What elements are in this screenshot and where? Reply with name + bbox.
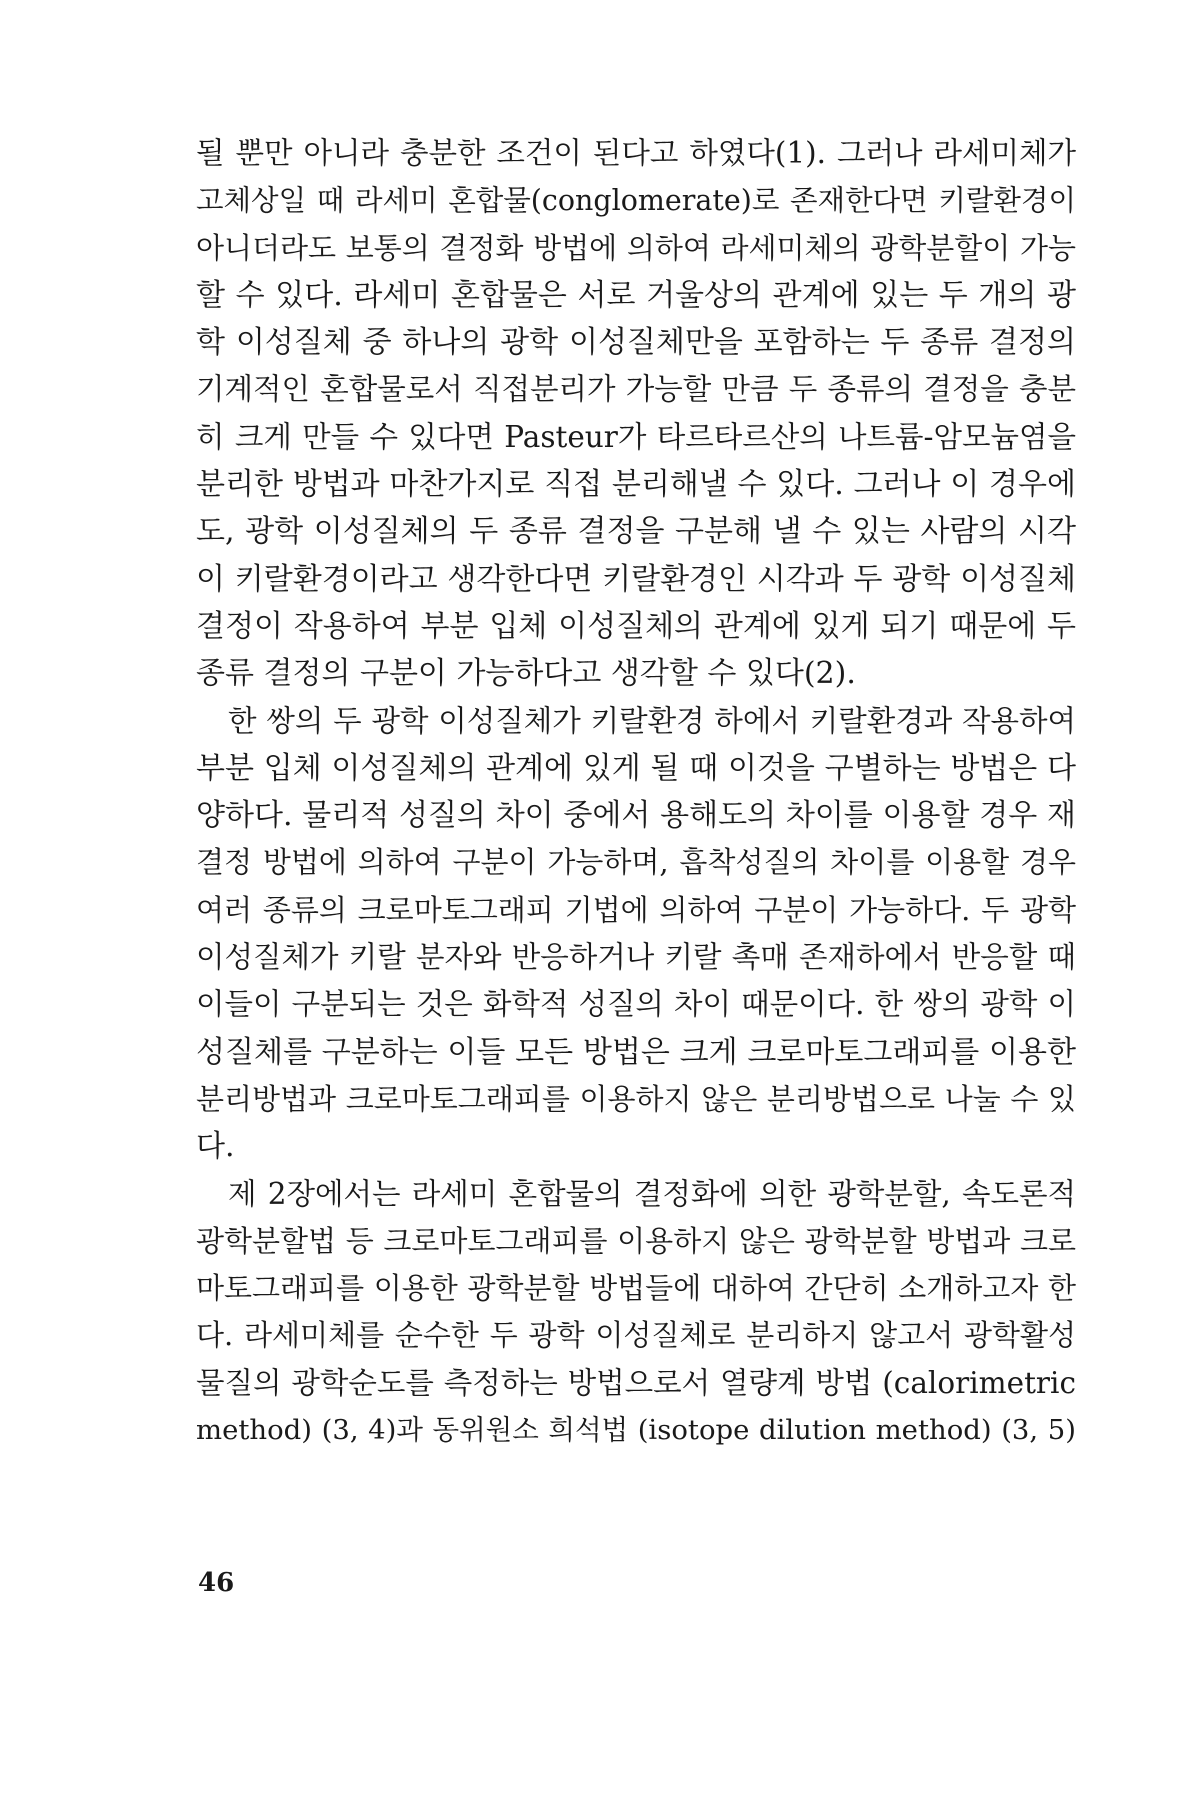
text-line: 이성질체가 키랄 분자와 반응하거나 키랄 촉매 존재하에서 반응할 때 [196,940,1076,975]
text-line: 학 이성질체 중 하나의 광학 이성질체만을 포함하는 두 종류 결정의 [196,325,1076,361]
text-line: 부분 입체 이성질체의 관계에 있게 될 때 이것을 구별하는 방법은 다 [196,750,1076,786]
text-line: 이 키랄환경이라고 생각한다면 키랄환경인 시각과 두 광학 이성질체 [196,561,1076,597]
page-number: 46 [198,1568,235,1598]
text-line: 여러 종류의 크로마토그래피 기법에 의하여 구분이 가능하다. 두 광학 [196,892,1076,927]
text-line: 될 뿐만 아니라 충분한 조건이 된다고 하였다(1). 그러나 라세미체가 [196,136,1076,170]
text-line: 마토그래피를 이용한 광학분할 방법들에 대하여 간단히 소개하고자 한 [196,1271,1076,1306]
text-line: 종류 결정의 구분이 가능하다고 생각할 수 있다(2). [196,656,856,692]
text-line: 분리한 방법과 마찬가지로 직접 분리해낼 수 있다. 그러나 이 경우에 [196,467,1076,503]
text-line: 분리방법과 크로마토그래피를 이용하지 않은 분리방법으로 나눌 수 있 [196,1081,1076,1116]
text-line: 광학분할법 등 크로마토그래피를 이용하지 않은 광학분할 방법과 크로 [196,1223,1076,1258]
text-line: method) (3, 4)과 동위원소 희석법 (isotope dilution method) (3, 5) [196,1414,1076,1447]
text-line: 양하다. 물리적 성질의 차이 중에서 용해도의 차이를 이용할 경우 재 [196,798,1076,834]
text-line: 이들이 구분되는 것은 화학적 성질의 차이 때문이다. 한 쌍의 광학 이 [196,987,1076,1022]
text-line: 결정이 작용하여 부분 입체 이성질체의 관계에 있게 되기 때문에 두 [196,608,1076,644]
text-line: 고체상일 때 라세미 혼합물(conglomerate)로 존재한다면 키랄환경이 [196,184,1076,218]
text-line: 아니더라도 보통의 결정화 방법에 의하여 라세미체의 광학분할이 가능 [196,230,1076,265]
text-line: 도, 광학 이성질체의 두 종류 결정을 구분해 낼 수 있는 사람의 시각 [196,514,1076,550]
text-line: 다. 라세미체를 순수한 두 광학 이성질체로 분리하지 않고서 광학활성 [196,1318,1076,1353]
text-line: 다. [196,1129,235,1165]
text-line: 물질의 광학순도를 측정하는 방법으로서 열량계 방법 (calorimetric [196,1365,1076,1400]
paragraph-1 [196,130,1076,698]
paragraph-2 [196,698,1076,1171]
text-line: 성질체를 구분하는 이들 모든 방법은 크게 크로마토그래피를 이용한 [196,1034,1076,1070]
text-line: 결정 방법에 의하여 구분이 가능하며, 흡착성질의 차이를 이용할 경우 [196,845,1076,880]
text-line: 제 2장에서는 라세미 혼합물의 결정화에 의한 광학분할, 속도론적 [228,1176,1076,1211]
text-line: 할 수 있다. 라세미 혼합물은 서로 거울상의 관계에 있는 두 개의 광 [196,277,1076,313]
paragraph-3 [196,1171,1076,1455]
text-line: 기계적인 혼합물로서 직접분리가 가능할 만큼 두 종류의 결정을 충분 [196,372,1076,407]
text-line: 히 크게 만들 수 있다면 Pasteur가 타르타르산의 나트륨-암모늄염을 [196,419,1076,454]
body-text [196,130,1076,1454]
text-line: 한 쌍의 두 광학 이성질체가 키랄환경 하에서 키랄환경과 작용하여 [228,703,1076,738]
